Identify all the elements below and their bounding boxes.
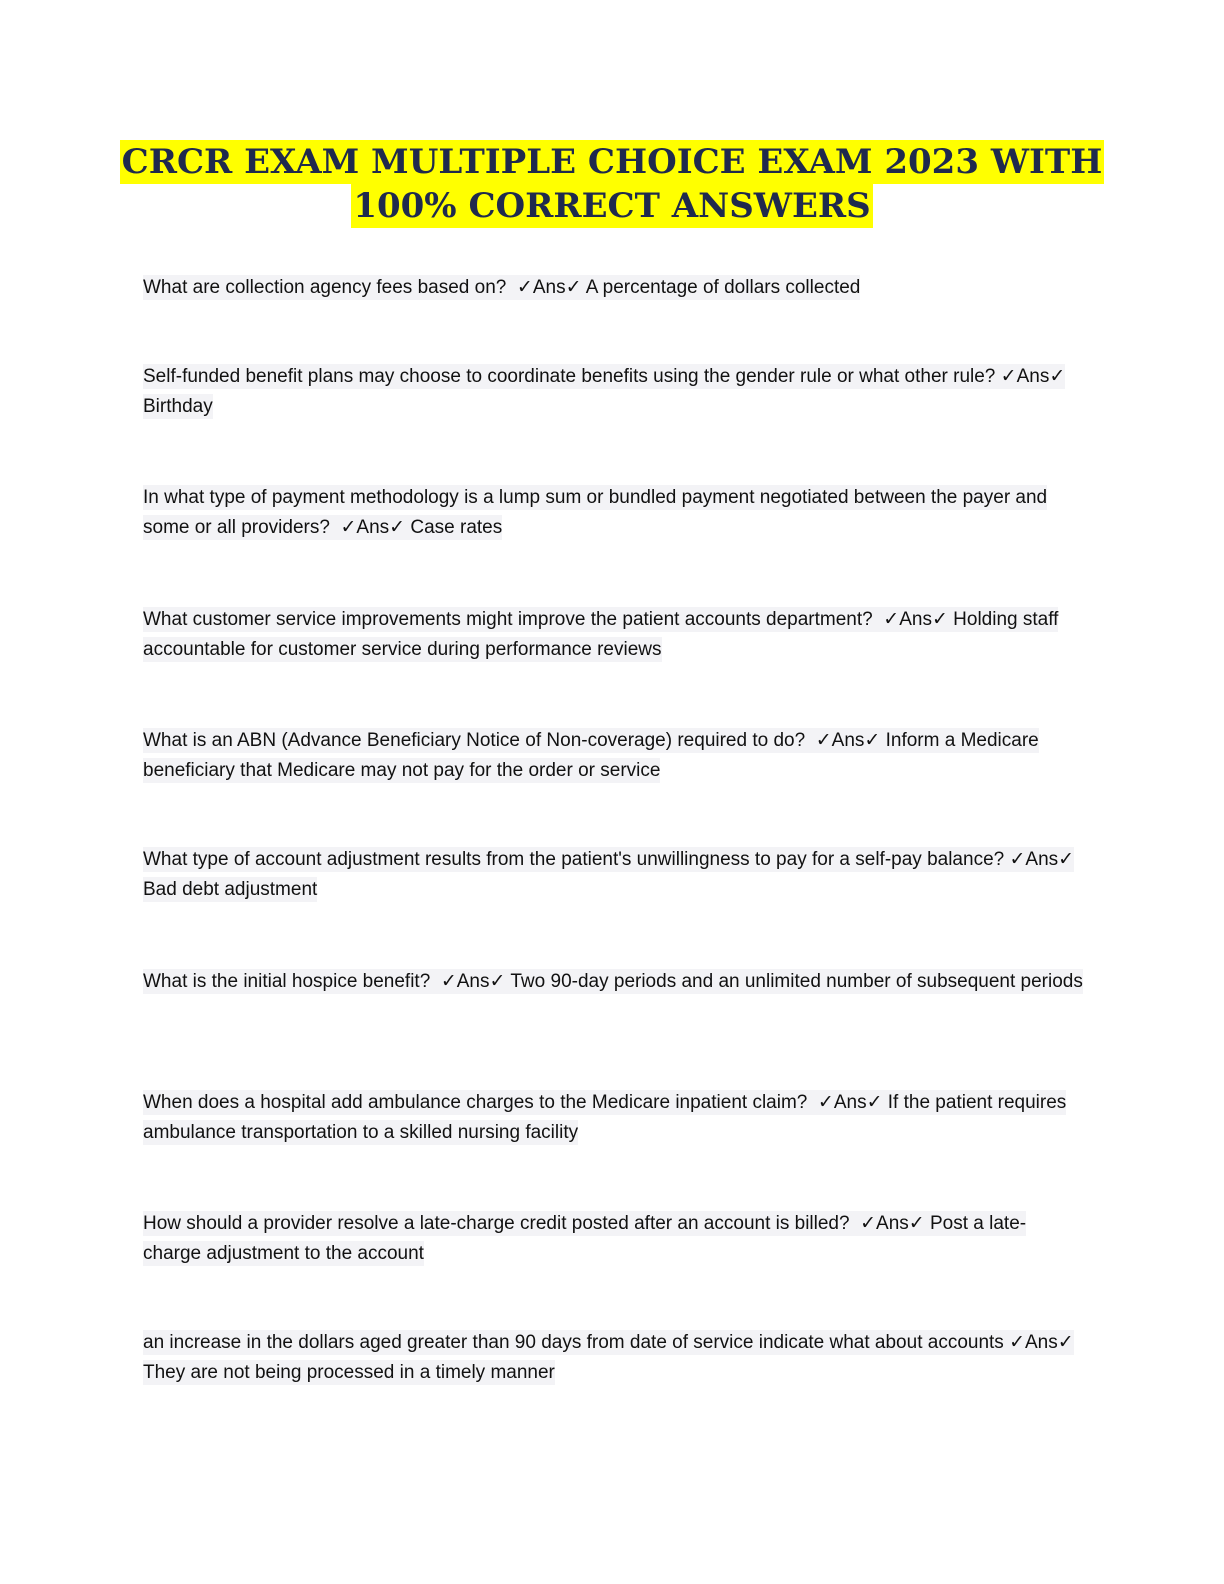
answer-text: Birthday: [143, 396, 213, 417]
answer-text: Two 90-day periods and an unlimited number of subsequent periods: [510, 971, 1083, 992]
question-text: What customer service improvements might improve the patient accounts department?: [143, 609, 873, 630]
answer-marker: ✓Ans✓: [1009, 849, 1075, 870]
question-text: In what type of payment methodology is a lump sum or bundled payment negotiated between the payer and some or all providers?: [143, 487, 1048, 538]
answer-marker: ✓Ans✓: [817, 1092, 883, 1113]
question-text: Self-funded benefit plans may choose to coordinate benefits using the gender rule or what other rule?: [143, 366, 996, 387]
qa-item: [143, 605, 1083, 665]
qa-item: [143, 1088, 1083, 1148]
answer-text: Inform a Medicare beneficiary that Medicare may not pay for the order or service: [143, 730, 1039, 781]
question-text: What type of account adjustment results from the patient's unwillingness to pay for a self-pay balance?: [143, 849, 1005, 870]
title-line-1: CRCR EXAM MULTIPLE CHOICE EXAM 2023 WITH: [121, 142, 1103, 182]
title-line-2: 100% CORRECT ANSWERS: [353, 186, 871, 226]
qa-item: [143, 273, 1083, 303]
answer-text: Holding staff accountable for customer service during performance reviews: [143, 609, 1059, 660]
answer-text: If the patient requires ambulance transportation to a skilled nursing facility: [143, 1092, 1067, 1143]
qa-item: [143, 362, 1083, 422]
answer-marker: ✓Ans✓: [340, 517, 406, 538]
answer-marker: ✓Ans✓: [516, 277, 582, 298]
qa-item: [143, 1328, 1083, 1388]
answer-marker: ✓Ans✓: [860, 1213, 925, 1234]
answer-marker: ✓Ans✓: [815, 730, 881, 751]
qa-item: [143, 967, 1083, 997]
question-text: an increase in the dollars aged greater than 90 days from date of service indicate what about accounts: [143, 1332, 1004, 1353]
question-text: When does a hospital add ambulance charges to the Medicare inpatient claim?: [143, 1092, 808, 1113]
answer-marker: ✓Ans✓: [1000, 366, 1066, 387]
answer-marker: ✓Ans✓: [1009, 1332, 1074, 1353]
answer-text: Bad debt adjustment: [143, 879, 318, 900]
answer-text: They are not being processed in a timely manner: [143, 1362, 555, 1383]
question-text: What is the initial hospice benefit?: [143, 971, 431, 992]
answer-text: A percentage of dollars collected: [585, 277, 861, 298]
answer-marker: ✓Ans✓: [883, 609, 948, 630]
question-text: What are collection agency fees based on?: [143, 277, 507, 298]
qa-item: [143, 1209, 1083, 1269]
question-text: How should a provider resolve a late-charge credit posted after an account is billed?: [143, 1213, 850, 1234]
qa-item: [143, 845, 1083, 905]
qa-item: [143, 726, 1083, 786]
qa-item: [143, 483, 1083, 543]
answer-text: Post a late-charge adjustment to the account: [143, 1213, 1027, 1264]
answer-text: Case rates: [410, 517, 503, 538]
answer-marker: ✓Ans✓: [440, 971, 506, 992]
document-title: [100, 140, 1124, 228]
question-text: What is an ABN (Advance Beneficiary Notice of Non-coverage) required to do?: [143, 730, 806, 751]
